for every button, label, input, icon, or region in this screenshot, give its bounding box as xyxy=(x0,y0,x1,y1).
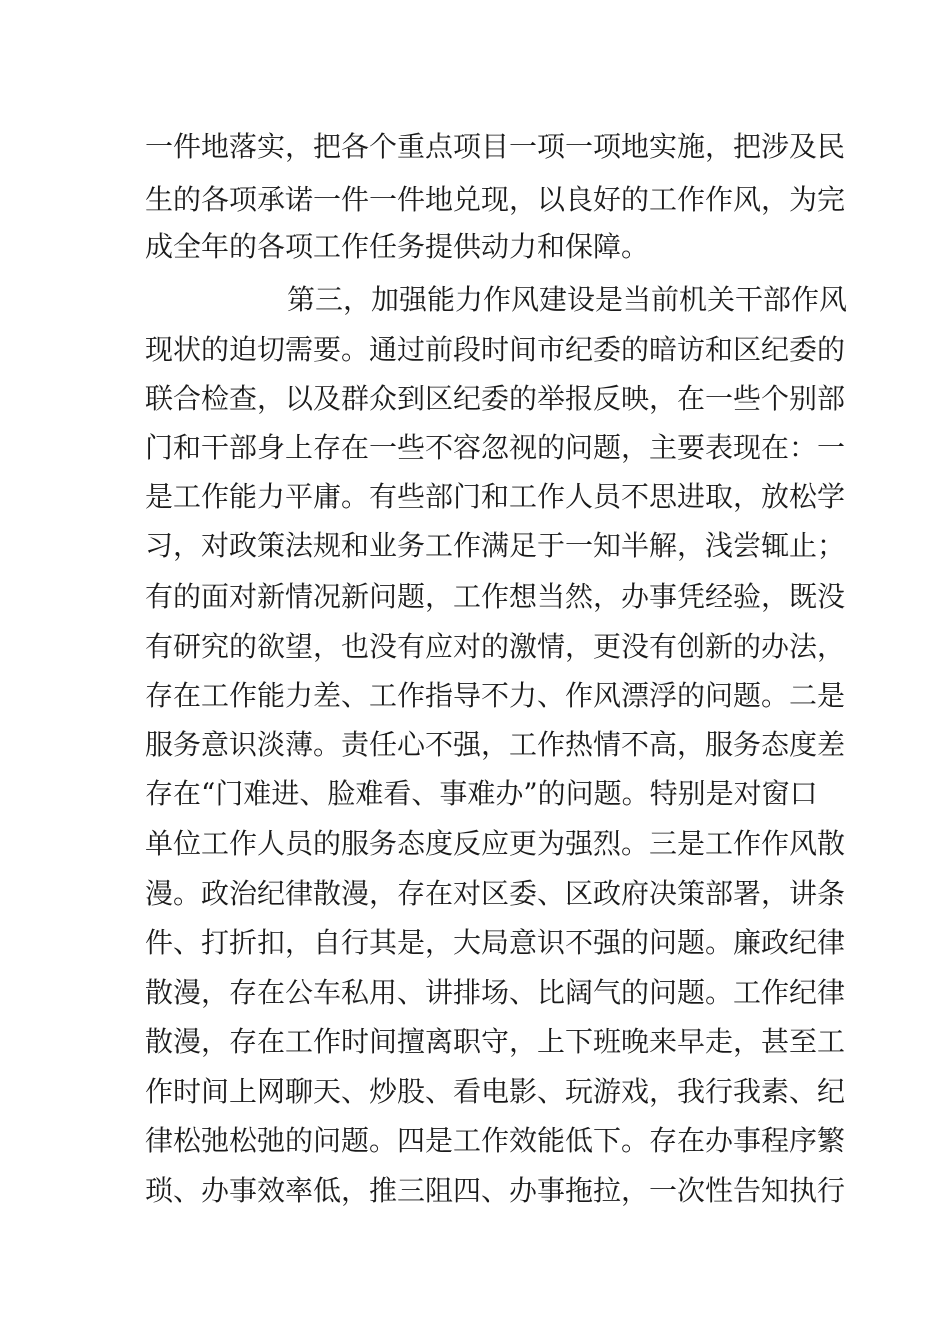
text-line-11: 有研究的欲望，也没有应对的激情，更没有创新的办法， xyxy=(145,630,846,663)
text-line-4: 第三，加强能力作风建设是当前机关干部作风 xyxy=(287,283,848,316)
text-line-3: 成全年的各项工作任务提供动力和保障。 xyxy=(145,230,650,263)
text-line-21: 律松弛松弛的问题。四是工作效能低下。存在办事程序繁 xyxy=(145,1124,846,1157)
text-line-16: 漫。政治纪律散漫，存在对区委、区政府决策部署，讲条 xyxy=(145,877,846,910)
text-line-1: 一件地落实，把各个重点项目一项一项地实施，把涉及民 xyxy=(145,130,846,163)
text-line-12: 存在工作能力差、工作指导不力、作风漂浮的问题。二是 xyxy=(145,679,846,712)
text-line-22: 琐、办事效率低，推三阻四、办事拖拉，一次性告知执行 xyxy=(145,1174,846,1207)
text-line-7: 门和干部身上存在一些不容忽视的问题，主要表现在：一 xyxy=(145,431,846,464)
text-line-14: 存在“门难进、脸难看、事难办”的问题。特别是对窗口 xyxy=(145,777,818,810)
text-line-2: 生的各项承诺一件一件地兑现，以良好的工作作风，为完 xyxy=(145,183,846,216)
text-line-9: 习，对政策法规和业务工作满足于一知半解，浅尝辄止； xyxy=(145,529,846,562)
text-line-18: 散漫，存在公车私用、讲排场、比阔气的问题。工作纪律 xyxy=(145,976,846,1009)
text-line-17: 件、打折扣，自行其是，大局意识不强的问题。廉政纪律 xyxy=(145,926,846,959)
text-line-13: 服务意识淡薄。责任心不强，工作热情不高，服务态度差 xyxy=(145,728,846,761)
text-line-6: 联合检查，以及群众到区纪委的举报反映，在一些个别部 xyxy=(145,382,846,415)
text-line-19: 散漫，存在工作时间擅离职守，上下班晚来早走，甚至工 xyxy=(145,1025,846,1058)
text-line-15: 单位工作人员的服务态度反应更为强烈。三是工作作风散 xyxy=(145,827,846,860)
text-line-20: 作时间上网聊天、炒股、看电影、玩游戏，我行我素、纪 xyxy=(145,1075,846,1108)
text-line-5: 现状的迫切需要。通过前段时间市纪委的暗访和区纪委的 xyxy=(145,333,846,366)
text-line-10: 有的面对新情况新问题，工作想当然，办事凭经验，既没 xyxy=(145,580,846,613)
text-line-8: 是工作能力平庸。有些部门和工作人员不思进取，放松学 xyxy=(145,480,846,513)
